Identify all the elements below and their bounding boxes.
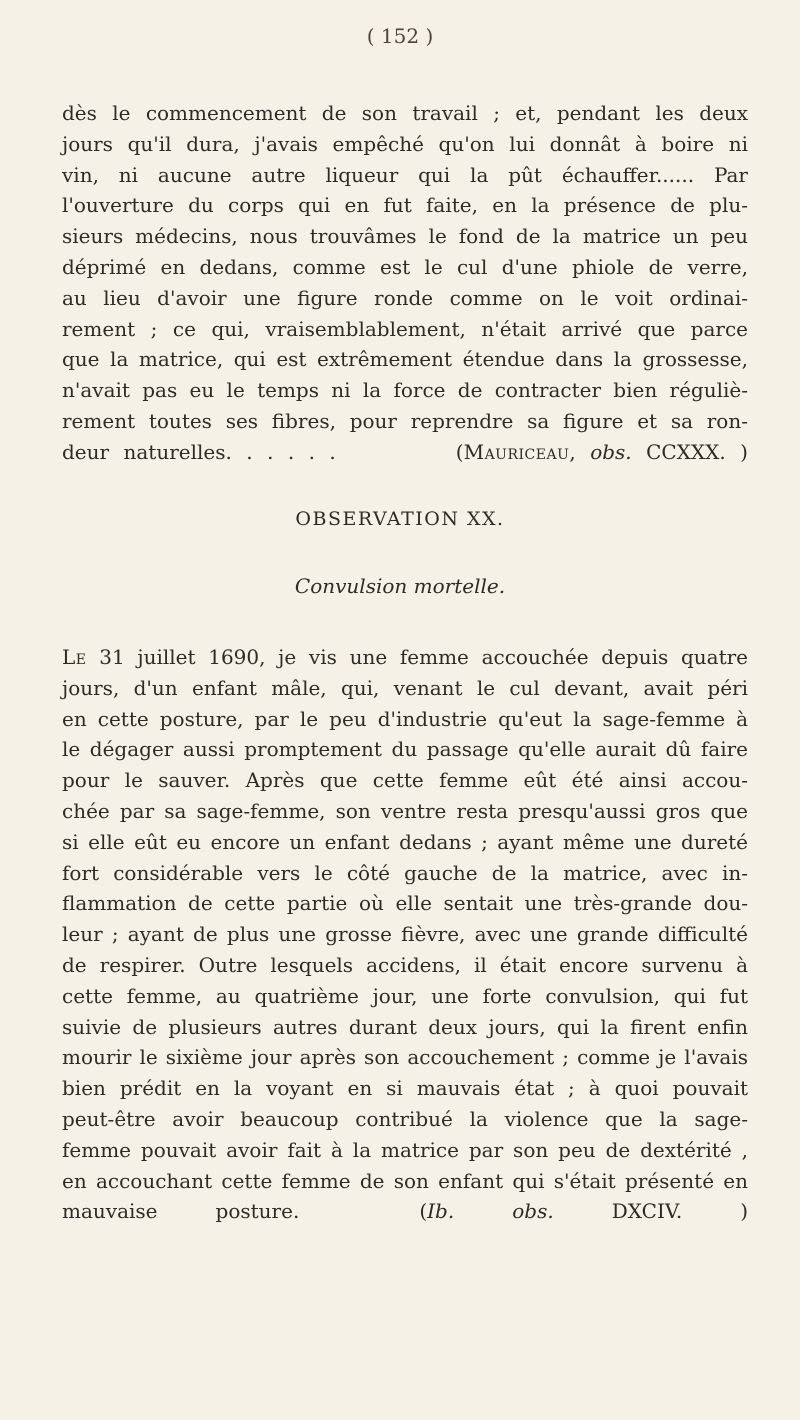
text-line: le dégager aussi promptement du passage qu'elle aurait dû faire [62,737,748,762]
text-line: suivie de plusieurs autres durant deux jours, qui la firent enfin [62,1014,748,1039]
text-line: jours qu'il dura, j'avais empêché qu'on lui donnât à boire ni [62,131,748,156]
observation-heading: OBSERVATION XX. [295,508,505,530]
text-line: leur ; ayant de plus une grosse fièvre, avec une grande difficulté [62,922,748,947]
text-line: sieurs médecins, nous trouvâmes le fond de la matrice un peu [62,224,748,249]
text-line: vin, ni aucune autre liqueur qui la pût échauffer...... Par [62,162,748,187]
text-line: déprimé en dedans, comme est le cul d'une phiole de verre, [62,254,748,279]
text-line: si elle eût eu encore un enfant dedans ; ayant même une dureté [62,829,748,854]
text-line-first: Le 31 juillet 1690, je vis une femme accouchée depuis quatre [62,645,748,669]
text-line: flammation de cette partie où elle sentait une très-grande dou- [62,891,748,916]
text-fragment: mauvaise posture. [62,1199,300,1224]
citation-author: Mauriceau [463,439,570,464]
observation-subtitle: Convulsion mortelle. [294,574,506,598]
citation: (Mauriceau, obs. CCXXX. ) [455,439,748,464]
text-line: femme pouvait avoir fait à la matrice par son peu de dextérité , [62,1137,748,1162]
text-line: dès le commencement de son travail ; et, pendant les deux [62,101,748,125]
text-line: au lieu d'avoir une figure ronde comme on le voit ordinai- [62,285,748,310]
text-line: cette femme, au quatrième jour, une forte convulsion, qui fut [62,983,748,1008]
text-line: en cette posture, par le peu d'industrie qu'eut la sage-femme à [62,706,748,731]
text-line-with-citation [62,437,748,468]
observation-paragraph [62,642,748,1227]
text-fragment: deur naturelles. . . . . . [62,439,336,464]
text-line: de respirer. Outre lesquels accidens, il était encore survenu à [62,952,748,977]
citation: (Ib. obs. DXCIV. ) [419,1199,749,1224]
text-line: pour le sauver. Après que cette femme eût été ainsi accou- [62,768,748,793]
text-line: l'ouverture du corps qui en fut faite, en la présence de plu- [62,193,748,218]
text-line: chée par sa sage-femme, son ventre resta presqu'aussi gros que [62,798,748,823]
paragraph-continued [62,98,748,468]
text-line: peut-être avoir beaucoup contribué la violence que la sage- [62,1106,748,1131]
text-line: jours, d'un enfant mâle, qui, venant le cul devant, avait péri [62,675,748,700]
lead-word: Le [62,645,87,669]
text-line: fort considérable vers le côté gauche de la matrice, avec in- [62,860,748,885]
text-line: en accouchant cette femme de son enfant qui s'était présenté en [62,1168,748,1193]
text-line: que la matrice, qui est extrêmement étendue dans la grossesse, [62,347,748,372]
page-number: ( 152 ) [366,24,434,48]
citation-ibid: Ib. [427,1199,455,1224]
text-line-with-citation [62,1196,748,1227]
text-line: mourir le sixième jour après son accouchement ; comme je l'avais [62,1045,748,1070]
text-line: n'avait pas eu le temps ni la force de contracter bien réguliè- [62,378,748,403]
text-line: rement ; ce qui, vraisemblablement, n'était arrivé que parce [62,316,748,341]
text-line: bien prédit en la voyant en si mauvais état ; à quoi pouvait [62,1076,748,1101]
text-line: rement toutes ses fibres, pour reprendre sa figure et sa ron- [62,408,748,433]
